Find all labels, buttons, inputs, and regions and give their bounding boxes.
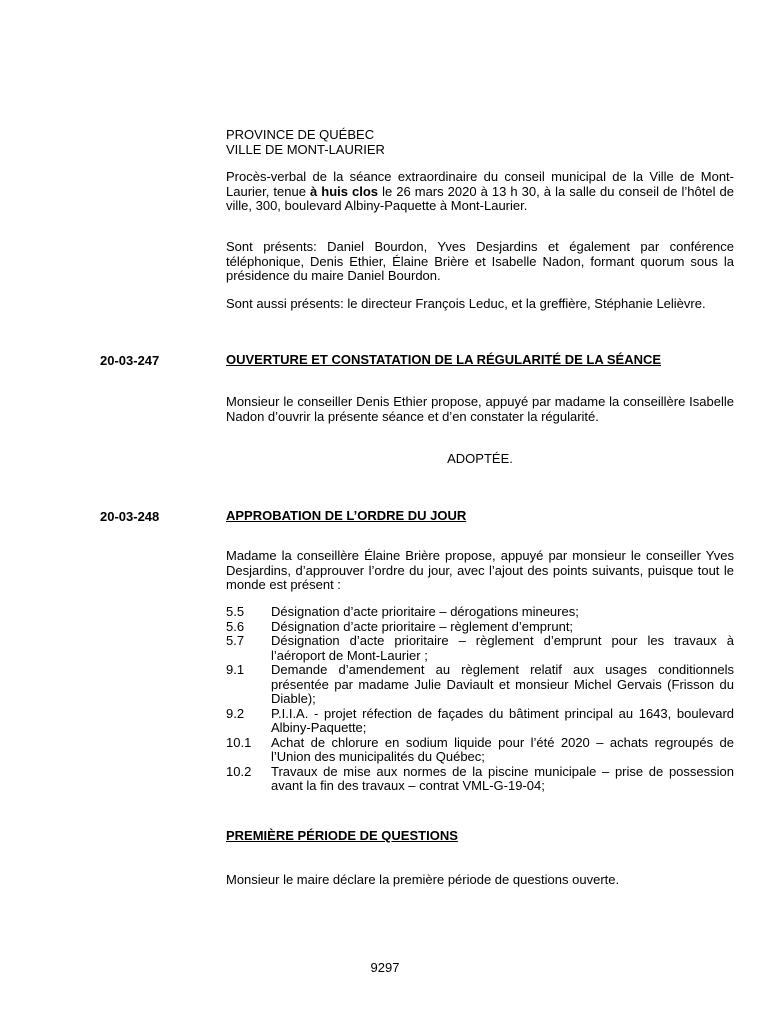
item-text: Désignation d’acte prioritaire – dérogations mineures; xyxy=(271,604,579,619)
ville-line: VILLE DE MONT-LAURIER xyxy=(226,141,385,157)
item-number: 9.1 xyxy=(226,662,245,677)
resolution-number-248: 20-03-248 xyxy=(100,509,160,524)
list-item xyxy=(226,736,734,765)
list-item xyxy=(226,765,734,794)
province-line: PROVINCE DE QUÉBEC xyxy=(226,127,375,142)
item-number: 5.6 xyxy=(226,618,245,634)
item-number: 10.2 xyxy=(226,763,252,779)
list-item xyxy=(226,663,734,707)
list-item xyxy=(226,605,734,620)
item-number: 9.2 xyxy=(226,705,245,721)
aussi-presents-paragraph: Sont aussi présents: le directeur François Leduc, et la greffière, Stéphanie Lelièvre. xyxy=(226,296,706,311)
section-heading: PREMIÈRE PÉRIODE DE QUESTIONS xyxy=(226,828,458,843)
resolution-body-248: Madame la conseillère Élaine Brière propose, appuyé par monsieur le conseiller Yves Desjardins, d’approuver l’ordre du jour, avec l’ajout des points suivants, puisque tout le monde est présent : xyxy=(226,548,734,592)
item-number: 5.7 xyxy=(226,633,245,648)
item-number: 10.1 xyxy=(226,734,252,750)
resolution-heading: APPROBATION DE L’ORDRE DU JOUR xyxy=(226,508,467,523)
pv-text-bold: à huis clos xyxy=(309,183,379,199)
questions-body: Monsieur le maire déclare la première période de questions ouverte. xyxy=(226,872,620,887)
resolution-heading: OUVERTURE ET CONSTATATION DE LA RÉGULARITÉ DE LA SÉANCE xyxy=(226,352,662,367)
item-text: Désignation d’acte prioritaire – règlement d’emprunt pour les travaux à l’aéroport de Mont-Laurier ; xyxy=(271,633,734,663)
presents-paragraph: Sont présents: Daniel Bourdon, Yves Desjardins et également par conférence téléphonique, Denis Ethier, Élaine Brière et Isabelle Nadon, formant quorum sous la présidence du maire Daniel Bourdon. xyxy=(226,239,734,283)
item-text: P.I.I.A. - projet réfection de façades du bâtiment principal au 1643, boulevard Albiny-Paquette; xyxy=(271,705,734,735)
header-block xyxy=(226,128,734,157)
pv-text-before: Procès-verbal de la séance extraordinaire du conseil municipal de la Ville de Mont-Laurier, tenue xyxy=(226,169,734,199)
item-text: Travaux de mise aux normes de la piscine municipale – prise de possession avant la fin des travaux – contrat VML-G-19-04; xyxy=(271,763,734,793)
proces-verbal-paragraph xyxy=(226,170,734,214)
resolution-body-247: Monsieur le conseiller Denis Ethier propose, appuyé par madame la conseillère Isabelle Nadon d’ouvrir la présente séance et d’en constater la régularité. xyxy=(226,394,734,424)
list-item xyxy=(226,620,734,635)
resolution-title-248 xyxy=(226,509,734,524)
resolution-title-247 xyxy=(226,353,734,368)
list-item xyxy=(226,634,734,663)
pv-text-after: le 26 mars 2020 à 13 h 30, à la salle du conseil de l’hôtel de ville, 300, boulevard Albiny-Paquette à Mont-Laurier. xyxy=(226,183,734,213)
questions-title xyxy=(226,829,734,844)
item-text: Désignation d’acte prioritaire – règlement d’emprunt; xyxy=(271,618,574,634)
list-item xyxy=(226,707,734,736)
item-number: 5.5 xyxy=(226,604,245,619)
item-text: Achat de chlorure en sodium liquide pour l’été 2020 – achats regroupés de l’Union des municipalités du Québec; xyxy=(271,734,734,764)
adopted-label: ADOPTÉE. xyxy=(447,451,513,466)
item-text: Demande d’amendement au règlement relatif aux usages conditionnels présentée par madame Julie Daviault et monsieur Michel Gervais (Frisson du Diable); xyxy=(271,662,734,706)
page-number: 9297 xyxy=(370,960,400,975)
agenda-items-list xyxy=(226,605,734,794)
resolution-number-247: 20-03-247 xyxy=(100,353,160,368)
